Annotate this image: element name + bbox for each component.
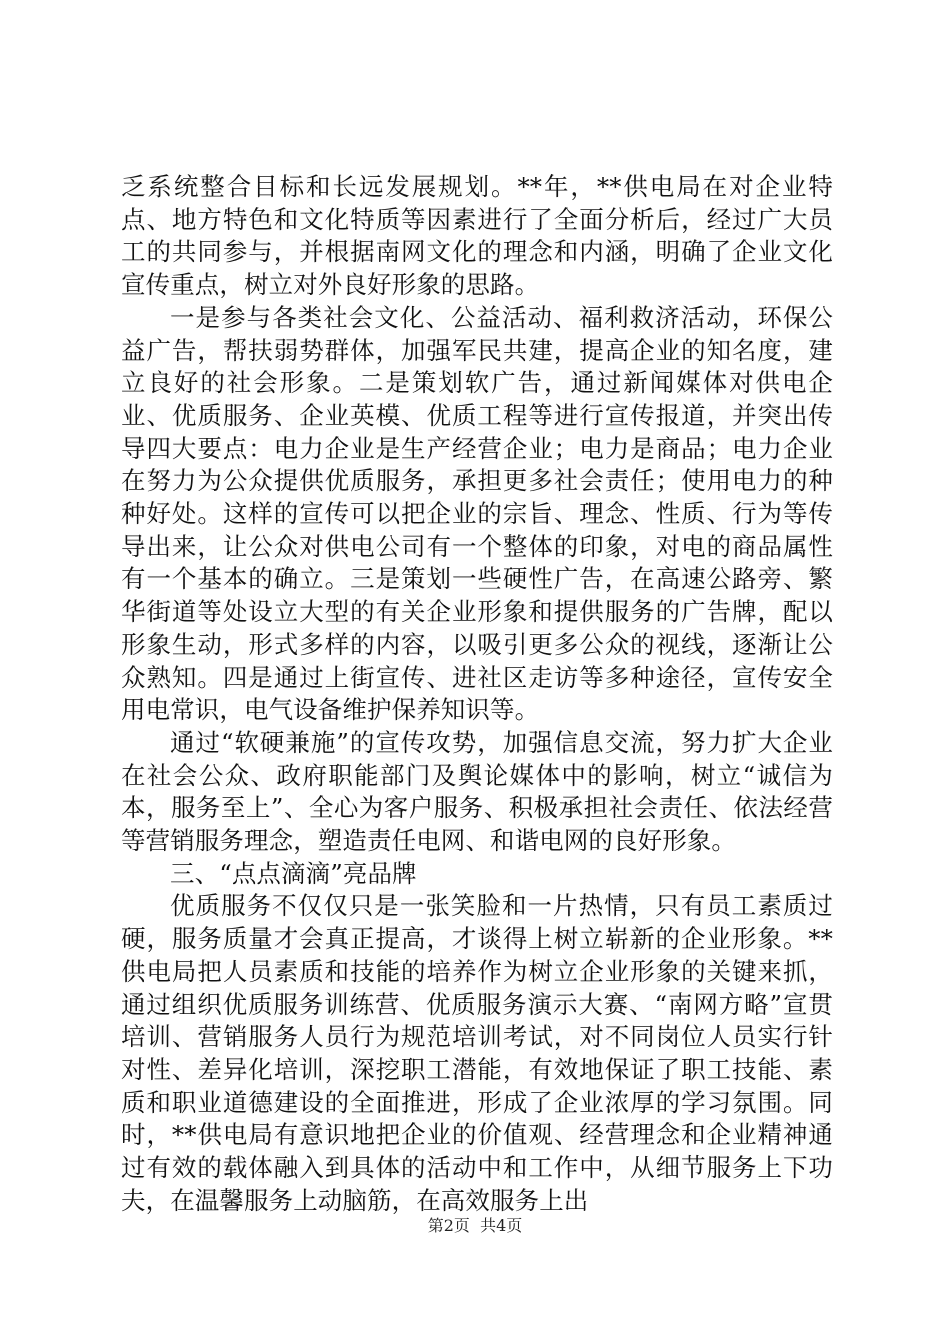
page-footer <box>0 1216 950 1236</box>
page-number: 第2页 共4页 <box>427 1216 523 1235</box>
paragraph-quality-service: 优质服务不仅仅只是一张笑脸和一片热情，只有员工素质过硬，服务质量才会真正提高，才谈得上树立崭新的企业形象。**供电局把人员素质和技能的培养作为树立企业形象的关键来抓，通过组织优质服务训练营、优质服务演示大赛、“南网方略”宣贯培训、营销服务人员行为规范培训考试，对不同岗位人员实行针对性、差异化培训，深挖职工潜能，有效地保证了职工技能、素质和职业道德建设的全面推进，形成了企业浓厚的学习氛围。同时，**供电局有意识地把企业的价值观、经营理念和企业精神通过有效的载体融入到具体的活动中和工作中，从细节服务上下功夫，在温馨服务上动脑筋，在高效服务上出 <box>121 891 833 1215</box>
paragraph-soft-hard-strategy: 通过“软硬兼施”的宣传攻势，加强信息交流，努力扩大企业在社会公众、政府职能部门及舆论媒体中的影响，树立“诚信为本，服务至上”、全心为客户服务、积极承担社会责任、依法经营等营销服务理念，塑造责任电网、和谐电网的良好形象。 <box>121 727 833 856</box>
paragraph-continuation: 乏系统整合目标和长远发展规划。**年，**供电局在对企业特点、地方特色和文化特质等因素进行了全面分析后，经过广大员工的共同参与，并根据南网文化的理念和内涵，明确了企业文化宣传重点，树立对外良好形象的思路。 <box>121 172 833 300</box>
section-heading: 三、“点点滴滴”亮品牌 <box>170 858 417 888</box>
paragraph-publicity-measures: 一是参与各类社会文化、公益活动、福利救济活动，环保公益广告，帮扶弱势群体，加强军民共建，提高企业的知名度，建立良好的社会形象。二是策划软广告，通过新闻媒体对供电企业、优质服务、企业英模、优质工程等进行宣传报道，并突出传导四大要点：电力企业是生产经营企业；电力是商品；电力企业在努力为公众提供优质服务，承担更多社会责任；使用电力的种种好处。这样的宣传可以把企业的宗旨、理念、性质、行为等传导出来，让公众对供电公司有一个整体的印象，对电的商品属性有一个基本的确立。三是策划一些硬性广告，在高速公路旁、繁华街道等处设立大型的有关企业形象和提供服务的广告牌，配以形象生动，形式多样的内容，以吸引更多公众的视线，逐渐让公众熟知。四是通过上街宣传、进社区走访等多种途径，宣传安全用电常识，电气设备维护保养知识等。 <box>121 302 833 725</box>
document-body <box>121 171 833 1218</box>
